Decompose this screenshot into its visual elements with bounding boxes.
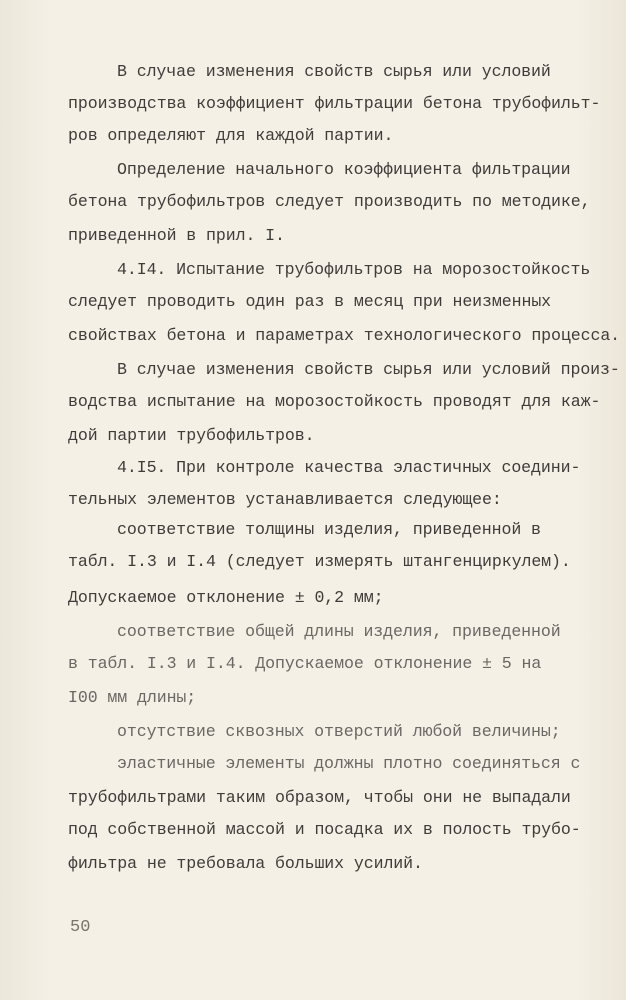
text-line: Определение начального коэффициента фильтрации	[117, 160, 571, 179]
text-line: I00 мм длины;	[68, 688, 197, 707]
text-line: в табл. I.3 и I.4. Допускаемое отклонение ± 5 на	[68, 654, 542, 673]
text-line: тельных элементов устанавливается следующее:	[68, 490, 502, 509]
text-line: трубофильтрами таким образом, чтобы они не выпадали	[68, 788, 571, 807]
text-line: соответствие толщины изделия, приведенной в	[117, 520, 541, 539]
text-line: производства коэффициент фильтрации бетона трубофильт-	[68, 94, 601, 113]
text-line: дой партии трубофильтров.	[68, 426, 315, 445]
text-line: бетона трубофильтров следует производить по методике,	[68, 192, 591, 211]
text-line: В случае изменения свойств сырья или условий произ-	[117, 360, 620, 379]
text-line: отсутствие сквозных отверстий любой величины;	[117, 722, 561, 741]
text-line: фильтра не требовала больших усилий.	[68, 854, 423, 873]
text-line: приведенной в прил. I.	[68, 226, 285, 245]
text-line: следует проводить один раз в месяц при неизменных	[68, 292, 552, 311]
text-line: эластичные элементы должны плотно соединяться с	[117, 754, 581, 773]
text-line: ров определяют для каждой партии.	[68, 126, 394, 145]
text-line: водства испытание на морозостойкость проводят для каж-	[68, 392, 601, 411]
text-line: Допускаемое отклонение ± 0,2 мм;	[68, 588, 384, 607]
text-line: табл. I.3 и I.4 (следует измерять штангенциркулем).	[68, 552, 571, 571]
text-line: под собственной массой и посадка их в полость трубо-	[68, 820, 581, 839]
text-line: 4.I5. При контроле качества эластичных соедини-	[117, 458, 581, 477]
page-number: 50	[70, 918, 91, 937]
text-line: 4.I4. Испытание трубофильтров на морозостойкость	[117, 260, 591, 279]
text-line: свойствах бетона и параметрах технологического процесса.	[68, 326, 621, 345]
text-line: соответствие общей длины изделия, приведенной	[117, 622, 561, 641]
text-line: В случае изменения свойств сырья или условий	[117, 62, 551, 81]
